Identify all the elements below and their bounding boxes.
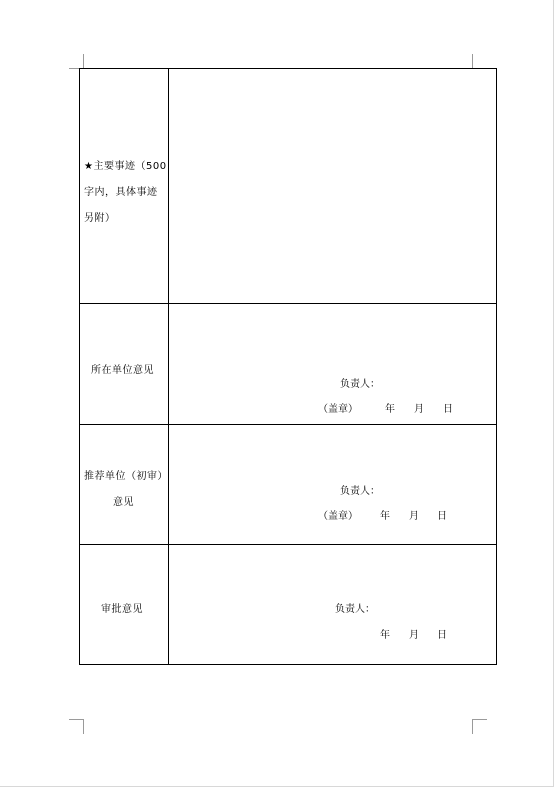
main-deeds-row xyxy=(80,69,496,304)
crop-mark-bottom-left xyxy=(69,719,84,734)
approval-label-cell xyxy=(80,545,169,664)
unit-opinion-label: 所在单位意见 xyxy=(91,365,154,376)
approval-input-area[interactable] xyxy=(169,545,496,664)
unit-opinion-row xyxy=(80,304,496,425)
approval-month: 月 xyxy=(409,630,419,641)
recommending-unit-label-cell xyxy=(80,425,169,544)
recommending-unit-input-area[interactable] xyxy=(169,425,496,544)
recommending-unit-label-line-2: 意见 xyxy=(113,497,134,508)
main-deeds-input-area[interactable] xyxy=(169,69,496,303)
unit-opinion-label-cell xyxy=(80,304,169,424)
unit-opinion-signer: 负责人： xyxy=(340,379,380,390)
crop-mark-top-left xyxy=(69,54,84,69)
form-table xyxy=(79,68,497,665)
approval-signer: 负责人： xyxy=(335,604,375,615)
unit-opinion-year: 年 xyxy=(385,404,395,415)
recommending-unit-year: 年 xyxy=(380,511,390,522)
approval-day: 日 xyxy=(437,630,447,641)
main-deeds-label-line-1: ★主要事迹（500 xyxy=(84,161,167,172)
recommending-unit-label-line-1: 推荐单位（初审） xyxy=(84,471,168,482)
unit-opinion-input-area[interactable] xyxy=(169,304,496,424)
recommending-unit-day: 日 xyxy=(437,511,447,522)
main-deeds-label-line-2: 字内，具体事迹 xyxy=(84,187,158,198)
recommending-unit-signer: 负责人： xyxy=(340,486,380,497)
recommending-unit-month: 月 xyxy=(409,511,419,522)
approval-label: 审批意见 xyxy=(101,604,143,615)
crop-mark-bottom-right xyxy=(472,719,487,734)
recommending-unit-row xyxy=(80,425,496,545)
recommending-unit-seal: （盖章） xyxy=(318,511,358,522)
crop-mark-top-right xyxy=(472,54,487,69)
main-deeds-label-line-3: 另附） xyxy=(84,213,116,224)
unit-opinion-day: 日 xyxy=(443,404,453,415)
approval-year: 年 xyxy=(380,630,390,641)
approval-row xyxy=(80,545,496,664)
unit-opinion-month: 月 xyxy=(414,404,424,415)
main-deeds-label-cell xyxy=(80,69,169,303)
unit-opinion-seal: （盖章） xyxy=(318,404,358,415)
